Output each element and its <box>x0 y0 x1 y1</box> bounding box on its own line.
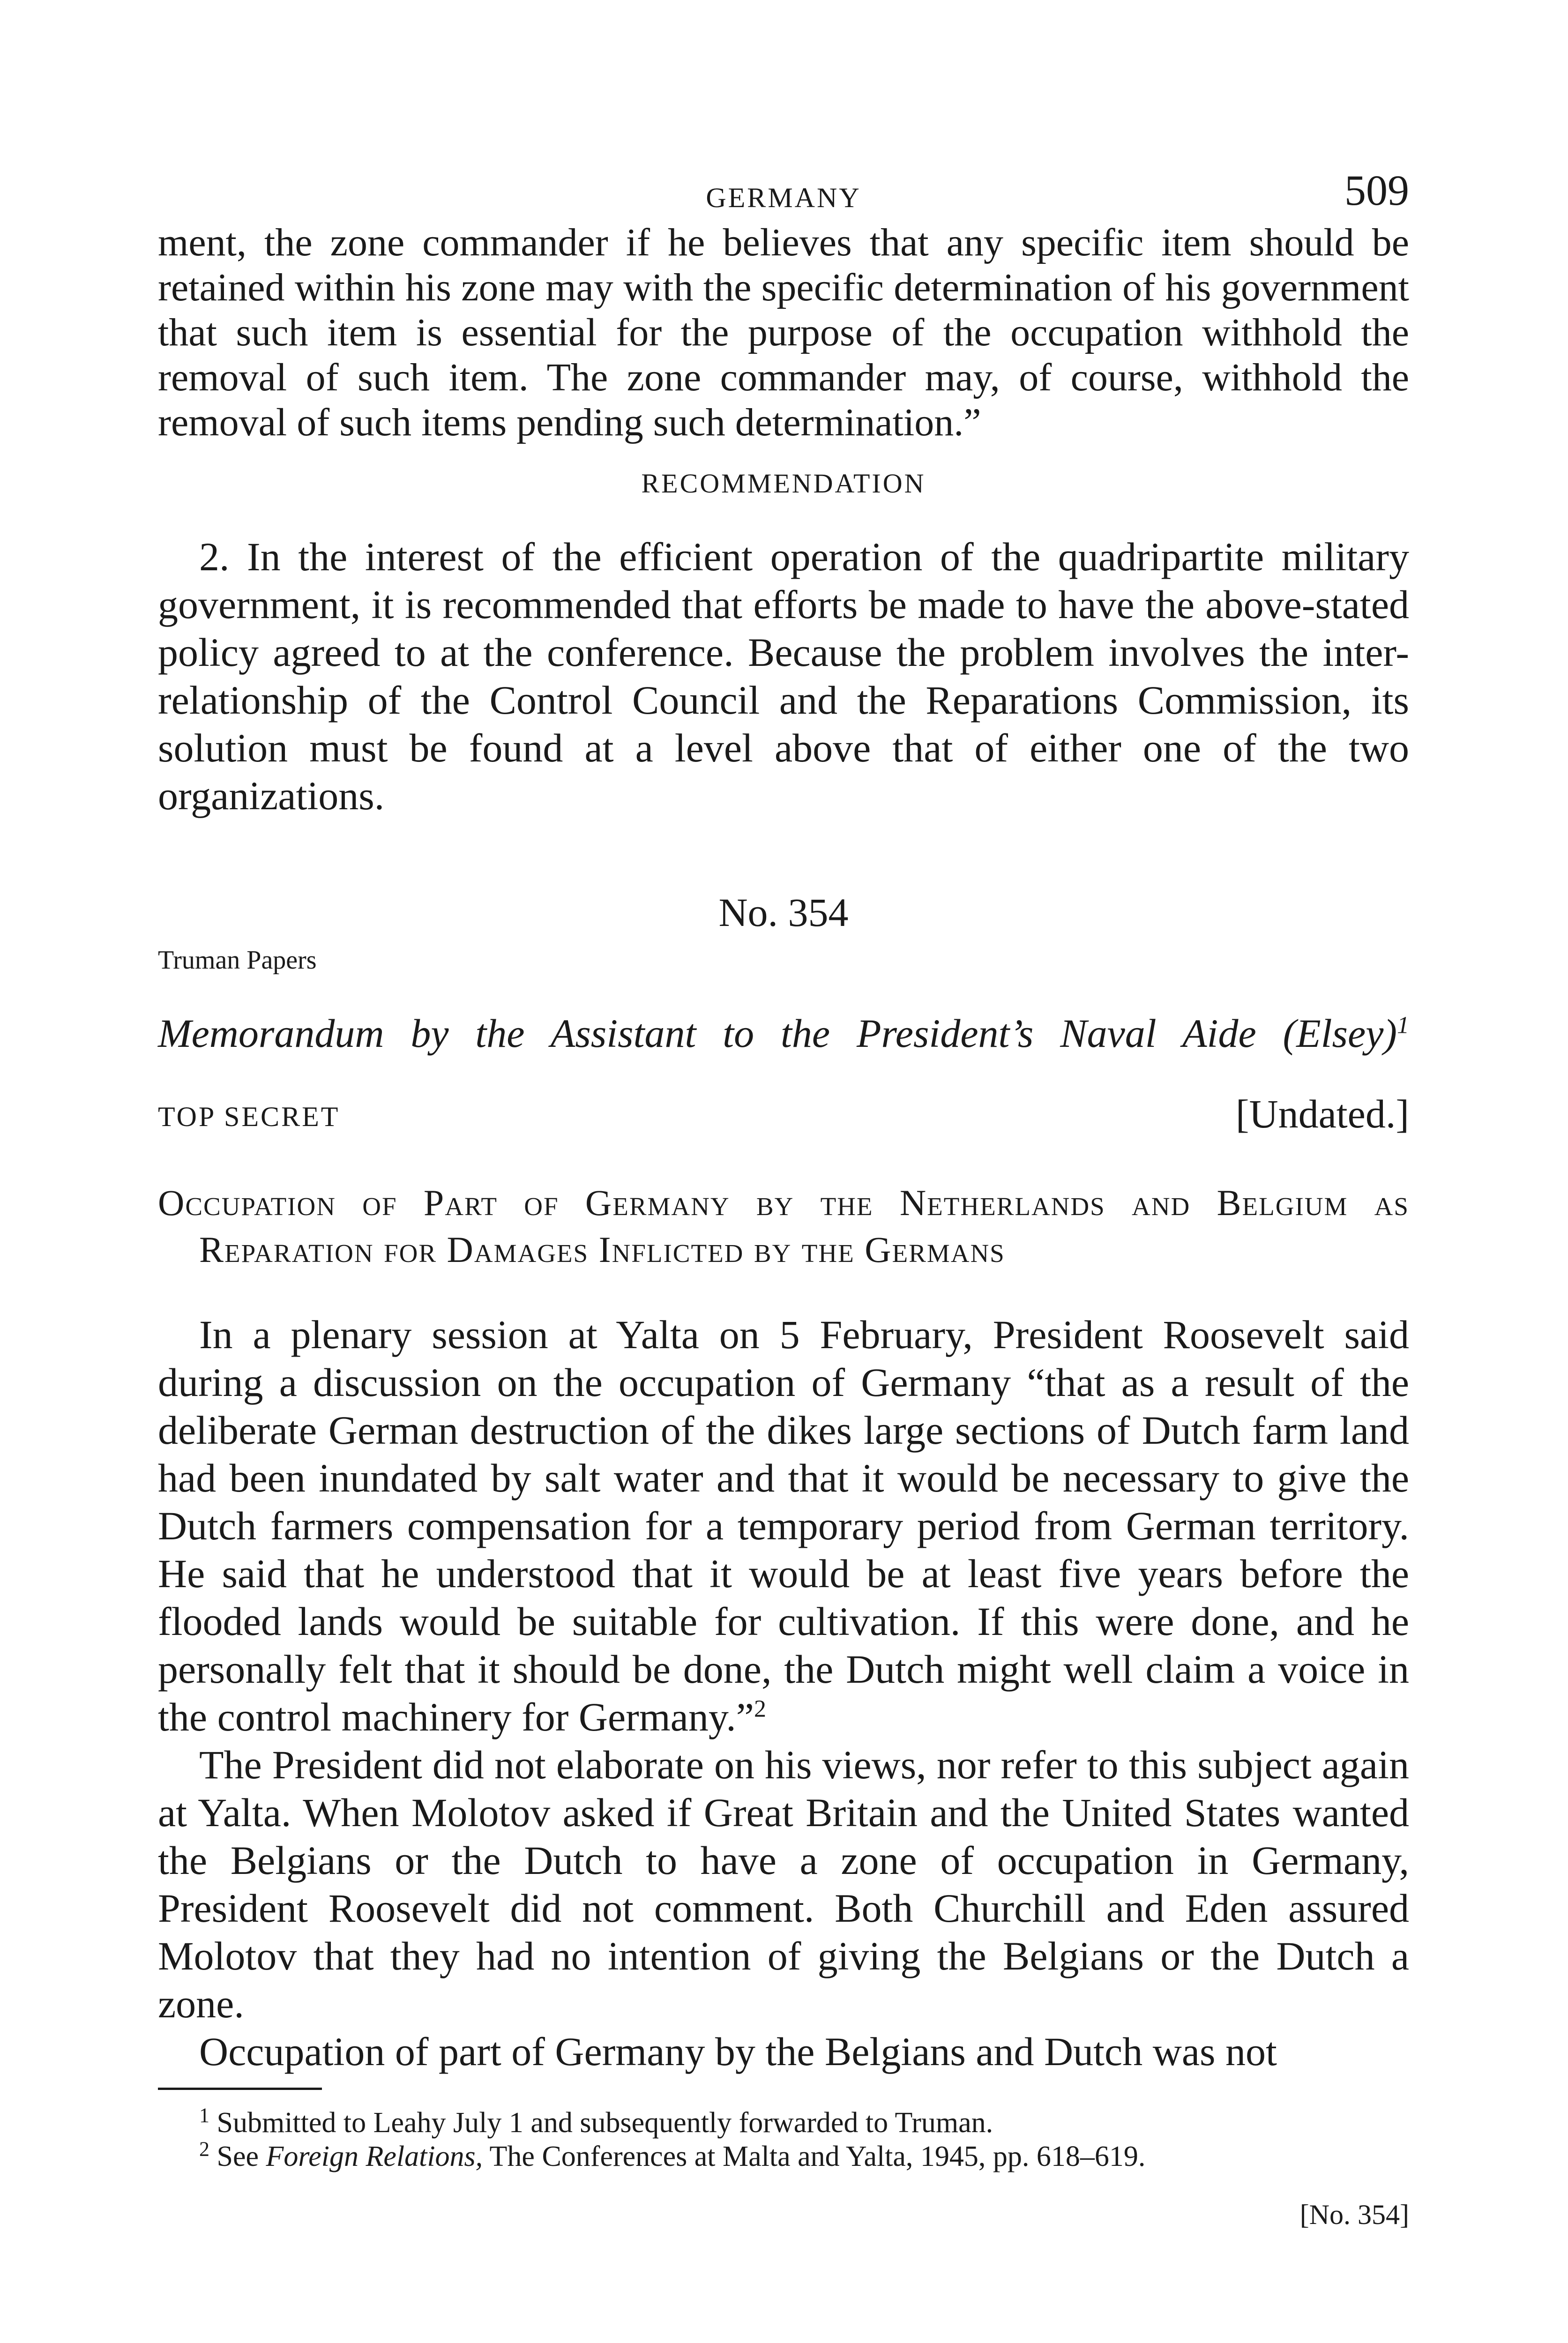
document-subject: Occupation of Part of Germany by the Netherlands and Belgium as Reparation for Damages Inflicted by the Germans <box>158 1182 1409 1270</box>
document-source: Truman Papers <box>158 946 317 975</box>
body-paragraph-1 <box>158 1311 1409 1741</box>
footnote-1-text: Submitted to Leahy July 1 and subsequently forwarded to Truman. <box>217 2107 993 2139</box>
body-paragraph-3: Occupation of part of Germany by the Belgians and Dutch was not <box>199 2029 1277 2074</box>
document-number: No. 354 <box>718 890 849 935</box>
footnote-ref-2: 2 <box>754 1695 766 1723</box>
recommendation-paragraph: 2. In the interest of the efficient operation of the quadripartite military government, it is recommended that efforts be made to have the above-stated policy agreed to at the conference. Because the problem involves the inter-relationship of the Control Council and the Reparations Commission, its solution must be found at a level above that of either one of the two organizations. <box>158 534 1409 818</box>
footnote-2-suffix: The Conferences at Malta and Yalta, 1945, pp. 618–619. <box>483 2141 1146 2172</box>
running-header <box>158 166 1409 220</box>
page-number: 509 <box>1344 166 1409 214</box>
footnote-2-italic-title: Foreign Relations, <box>266 2141 483 2172</box>
document-page <box>158 166 1409 2231</box>
footnote-2-prefix: See <box>217 2141 266 2172</box>
classification-row <box>158 1090 1409 1137</box>
body-paragraph-1-text: In a plenary session at Yalta on 5 February, President Roosevelt said during a discussion on the occupation of Germany “that as a result of the deliberate German destruction of the dikes large sections of Dutch farm land had been inundated by salt water and that it would be necessary to give the Dutch farmers compensation for a temporary period from German territory. He said that he understood that it would be at least five years before the flooded lands would be suitable for cultivation. If this were done, and he personally felt that it should be done, the Dutch might well claim a voice in the control machinery for Germany.” <box>158 1312 1409 1739</box>
document-title-text: Memorandum by the Assistant to the President’s Naval Aide (Elsey) <box>158 1011 1397 1056</box>
footnote-1 <box>158 2106 1409 2140</box>
footnote-2-mark: 2 <box>199 2137 209 2161</box>
footnote-2 <box>158 2137 1409 2173</box>
document-date: [Undated.] <box>1235 1091 1409 1136</box>
footnote-divider <box>158 2088 322 2090</box>
footnote-1-mark: 1 <box>199 2104 209 2127</box>
classification-label: TOP SECRET <box>158 1101 340 1132</box>
recommendation-heading: RECOMMENDATION <box>641 468 926 499</box>
footnote-ref-1: 1 <box>1397 1012 1409 1039</box>
continuation-paragraph: ment, the zone commander if he believes that any specific item should be retained within his zone may with the specific determination of his government that such item is essential for the purpose of the occupation withhold the removal of such item. The zone commander may, of course, withhold the removal of such items pending such determination.” <box>158 221 1409 444</box>
document-reference-footer: [No. 354] <box>1299 2199 1409 2230</box>
document-title <box>158 1010 1409 1057</box>
body-paragraph-2: The President did not elaborate on his views, nor refer to this subject again at Yalta. When Molotov asked if Great Britain and the United States wanted the Belgians or the Dutch to have a zone of occupation in Germany, President Roosevelt did not comment. Both Churchill and Eden assured Molotov that they had no intention of giving the Belgians or the Dutch a zone. <box>158 1742 1409 2026</box>
running-title: GERMANY <box>706 182 861 213</box>
